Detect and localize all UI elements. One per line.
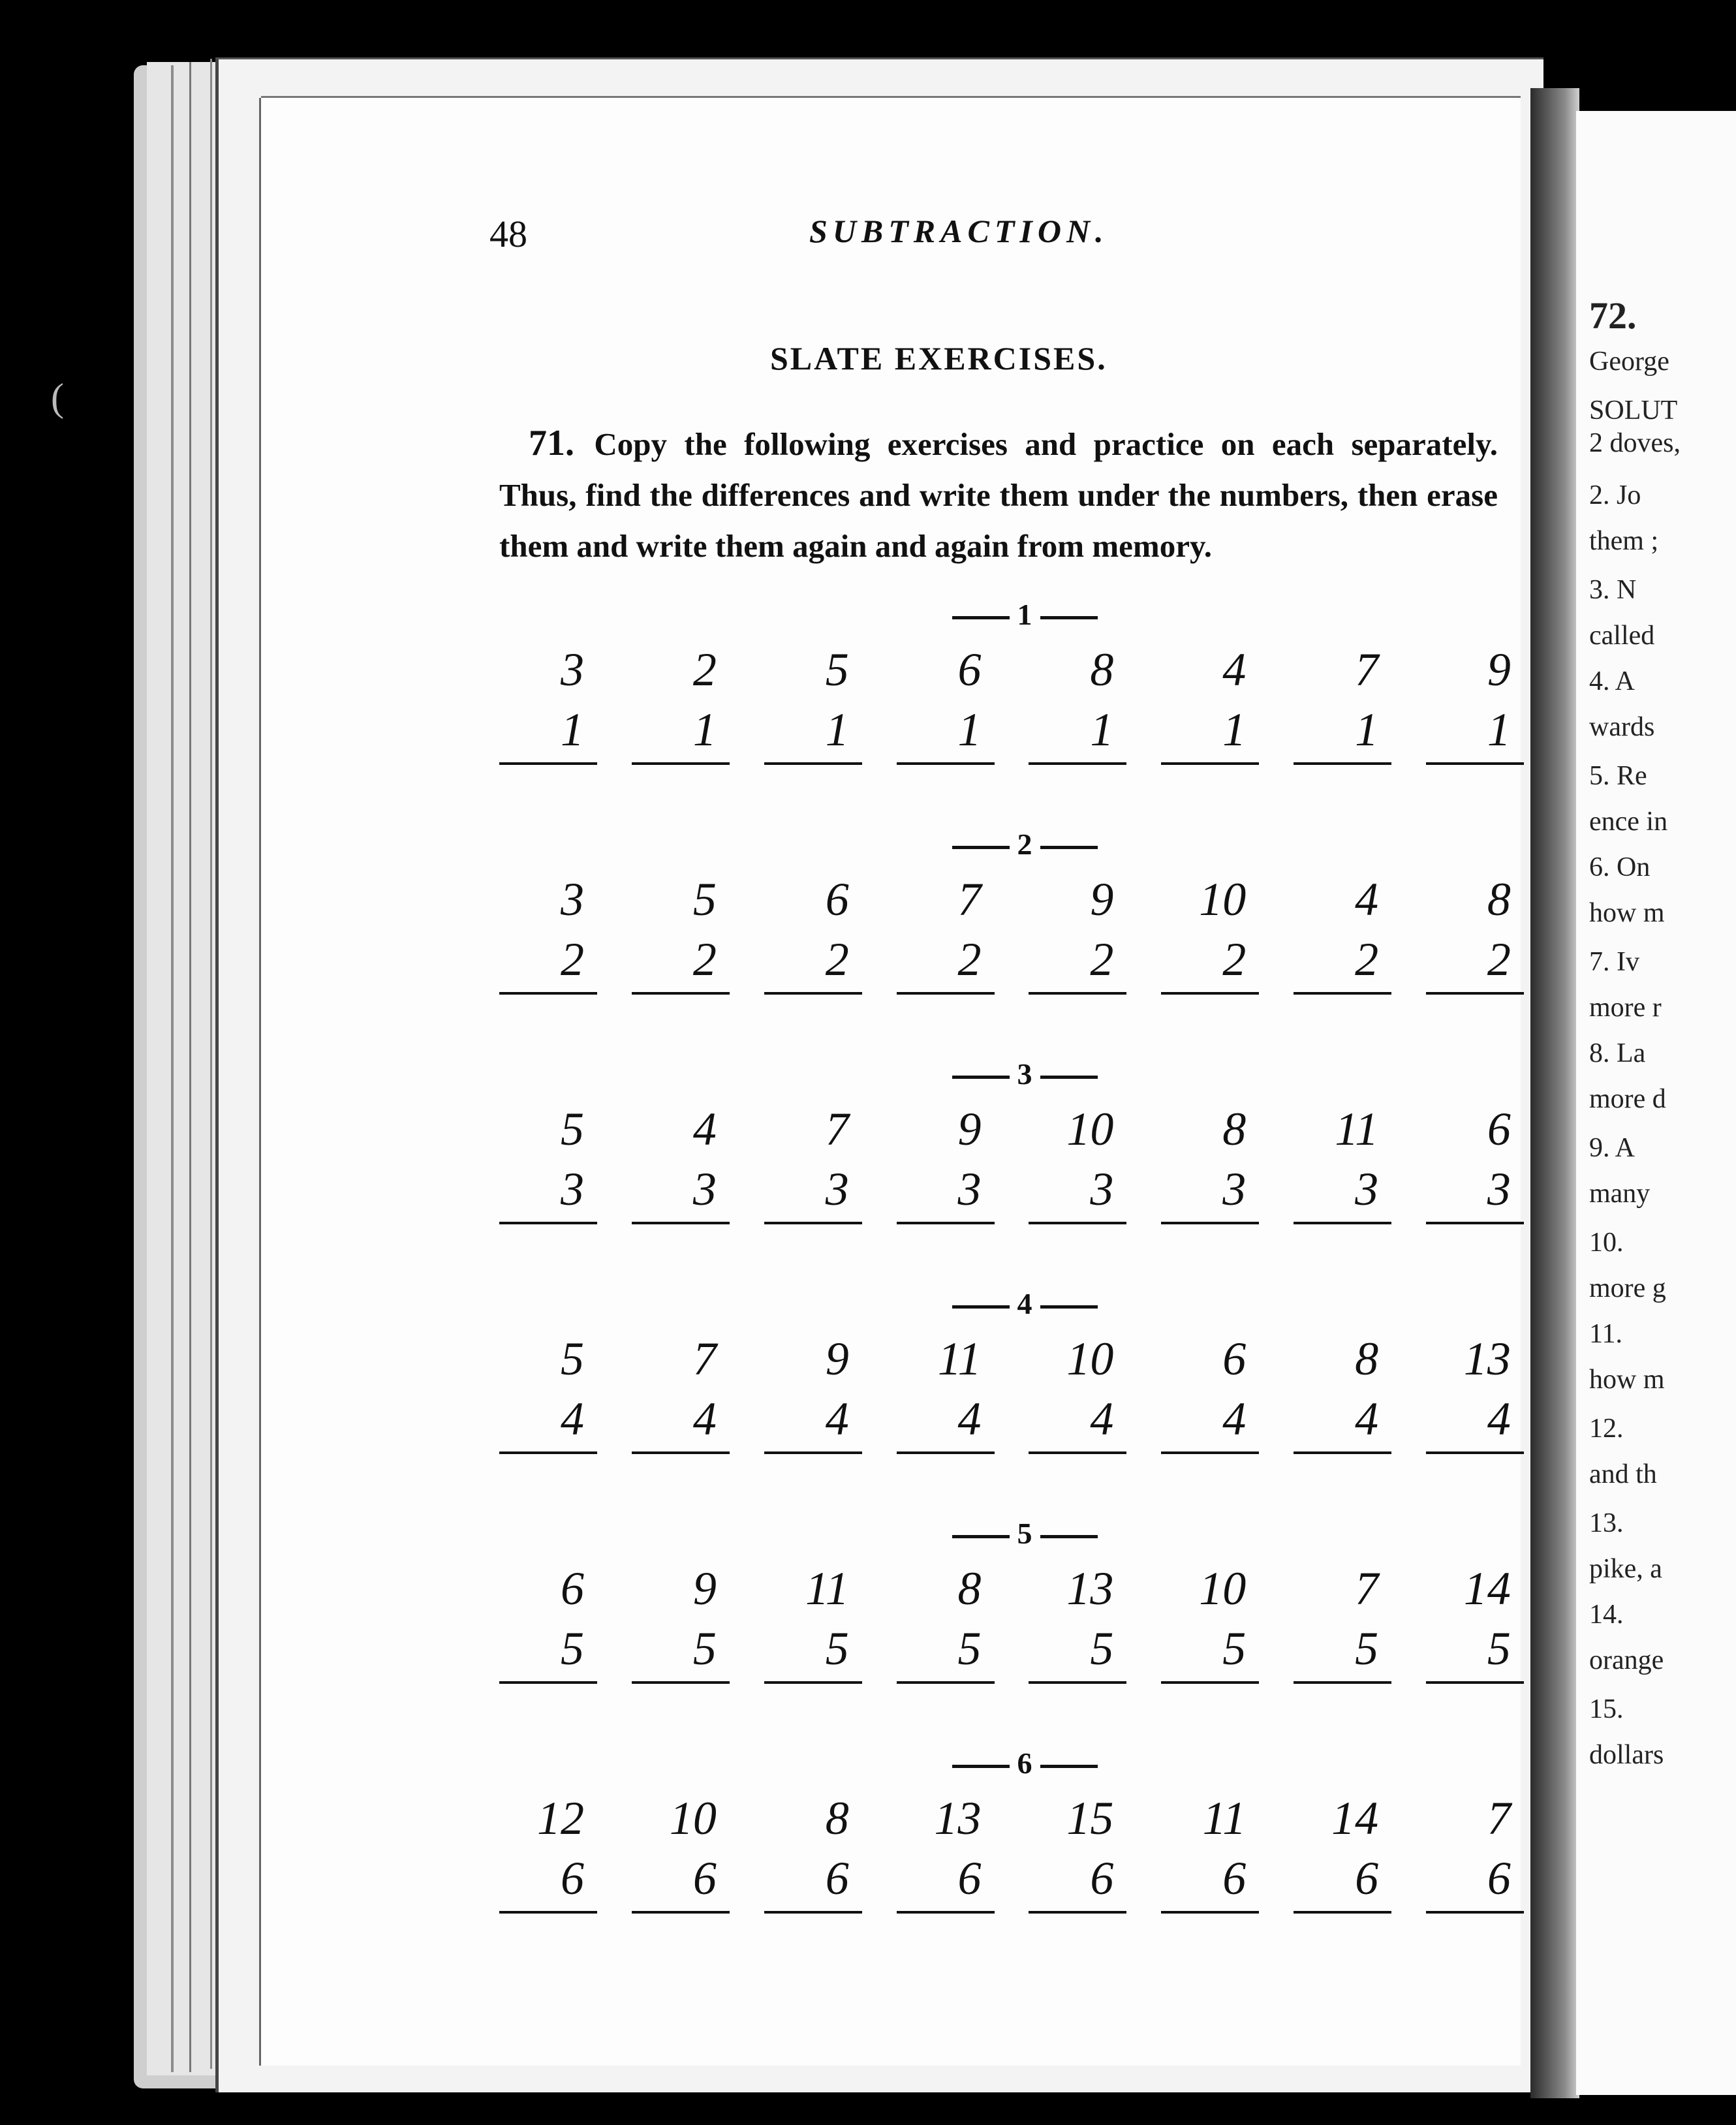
subtrahend: 5 (764, 1619, 862, 1684)
subtrahend: 4 (1161, 1389, 1259, 1454)
subtrahend: 5 (1426, 1619, 1524, 1684)
subtraction-problem (1029, 869, 1126, 995)
label-dash (1040, 1305, 1098, 1309)
subtrahend: 3 (1029, 1159, 1126, 1224)
subtrahend: 1 (632, 700, 730, 765)
right-page-line: 14. (1589, 1600, 1624, 1630)
subtrahend: 3 (897, 1159, 995, 1224)
subtraction-problem (1161, 640, 1259, 765)
subtraction-problem (1161, 869, 1259, 995)
minuend: 10 (1066, 1103, 1114, 1155)
subtrahend: 5 (632, 1619, 730, 1684)
subtraction-problem (1426, 1788, 1524, 1914)
minuend: 5 (561, 1333, 584, 1385)
label-dash (952, 1535, 1010, 1538)
subtrahend: 2 (1161, 929, 1259, 995)
minuend: 5 (692, 873, 717, 925)
label-dash (1040, 616, 1098, 619)
minuend: 9 (1090, 873, 1114, 925)
subtraction-problem (499, 869, 597, 995)
subtraction-problem (1426, 1559, 1524, 1684)
label-dash (952, 1305, 1010, 1309)
subtraction-problem (897, 1559, 995, 1684)
minuend: 15 (1066, 1792, 1114, 1844)
right-page-line: 3. N (1589, 575, 1637, 605)
subtraction-problem (499, 1559, 597, 1684)
group-label (930, 1516, 1119, 1551)
label-dash (952, 1765, 1010, 1768)
subtraction-exercises (499, 597, 1524, 1976)
subtrahend: 5 (1161, 1619, 1259, 1684)
minuend: 4 (1222, 644, 1247, 696)
exercise-group (499, 597, 1524, 827)
running-title: SUBTRACTION. (809, 213, 1109, 249)
right-page-line: more r (1589, 993, 1662, 1023)
minuend: 7 (1355, 1562, 1379, 1615)
subtraction-problem (632, 1099, 730, 1224)
subtraction-problem (1294, 869, 1391, 995)
group-number: 4 (1017, 1287, 1032, 1320)
subtrahend: 5 (1294, 1619, 1391, 1684)
right-page-line: 6. On (1589, 852, 1651, 882)
subtraction-problem (764, 869, 862, 995)
group-label (930, 1746, 1119, 1780)
right-page-line: 5. Re (1589, 761, 1647, 791)
minuend: 4 (1355, 873, 1379, 925)
subtraction-problem (1426, 1099, 1524, 1224)
problem-row (499, 640, 1524, 765)
subtraction-problem (1029, 1329, 1126, 1454)
subtraction-problem (632, 869, 730, 995)
subtrahend: 4 (764, 1389, 862, 1454)
page-edge-line (210, 59, 212, 2069)
subtraction-problem (499, 640, 597, 765)
subtraction-problem (764, 640, 862, 765)
subtrahend: 3 (1426, 1159, 1524, 1224)
subtraction-problem (897, 869, 995, 995)
subtrahend: 3 (499, 1159, 597, 1224)
minuend: 13 (1066, 1562, 1114, 1615)
exercise-group (499, 1057, 1524, 1286)
subtraction-problem (764, 1788, 862, 1914)
subtrahend: 2 (632, 929, 730, 995)
subtrahend: 4 (1426, 1389, 1524, 1454)
exercise-number: 71. (529, 423, 574, 463)
minuend: 2 (692, 644, 717, 696)
group-number: 2 (1017, 828, 1032, 861)
subtrahend: 3 (1161, 1159, 1259, 1224)
minuend: 8 (825, 1792, 849, 1844)
minuend: 6 (561, 1562, 584, 1615)
right-page-line: 12. (1589, 1414, 1624, 1444)
minuend: 13 (934, 1792, 982, 1844)
subtrahend: 4 (499, 1389, 597, 1454)
right-page-line: wards (1589, 712, 1655, 742)
minuend: 8 (1355, 1333, 1379, 1385)
minuend: 13 (1463, 1333, 1511, 1385)
minuend: 9 (692, 1562, 717, 1615)
minuend: 8 (1090, 644, 1114, 696)
minuend: 4 (692, 1103, 717, 1155)
subtrahend: 2 (1294, 929, 1391, 995)
minuend: 5 (561, 1103, 584, 1155)
minuend: 14 (1331, 1792, 1379, 1844)
subtrahend: 2 (764, 929, 862, 995)
subtraction-problem (632, 1329, 730, 1454)
minuend: 9 (1487, 644, 1511, 696)
subtraction-problem (499, 1099, 597, 1224)
right-page-line: 2. Jo (1589, 480, 1641, 510)
right-page-line: how m (1589, 898, 1665, 928)
right-page-line: 10. (1589, 1228, 1624, 1258)
subtraction-problem (1294, 1788, 1391, 1914)
subtraction-problem (897, 1099, 995, 1224)
subtrahend: 4 (632, 1389, 730, 1454)
subtraction-problem (1426, 869, 1524, 995)
right-page-line: 8. La (1589, 1038, 1646, 1068)
minuend: 5 (825, 644, 849, 696)
subtraction-problem (1029, 640, 1126, 765)
exercise-group (499, 1516, 1524, 1746)
label-dash (1040, 1765, 1098, 1768)
group-label (930, 597, 1119, 632)
subtrahend: 6 (632, 1848, 730, 1914)
minuend: 6 (1487, 1103, 1511, 1155)
minuend: 9 (825, 1333, 849, 1385)
minuend: 11 (1335, 1103, 1379, 1155)
subtrahend: 6 (499, 1848, 597, 1914)
right-page-line: pike, a (1589, 1554, 1662, 1584)
right-page-line: ence in (1589, 807, 1668, 837)
group-label (930, 1057, 1119, 1091)
group-label (930, 1286, 1119, 1321)
minuend: 8 (957, 1562, 982, 1615)
right-page-line: orange (1589, 1645, 1664, 1675)
subtrahend: 1 (1426, 700, 1524, 765)
exercise-group (499, 827, 1524, 1057)
subtraction-problem (1161, 1559, 1259, 1684)
subtraction-problem (1161, 1788, 1259, 1914)
right-page-line: SOLUT (1589, 396, 1678, 426)
minuend: 12 (537, 1792, 584, 1844)
subtrahend: 3 (632, 1159, 730, 1224)
minuend: 3 (561, 873, 584, 925)
minuend: 6 (825, 873, 849, 925)
subtrahend: 2 (897, 929, 995, 995)
exercise-instructions (499, 418, 1498, 572)
right-page-line: 7. Iv (1589, 947, 1639, 977)
subtrahend: 6 (897, 1848, 995, 1914)
subtraction-problem (1426, 640, 1524, 765)
subtrahend: 4 (897, 1389, 995, 1454)
subtrahend: 4 (1029, 1389, 1126, 1454)
subtraction-problem (1294, 640, 1391, 765)
subtraction-problem (1029, 1559, 1126, 1684)
right-page-line: many (1589, 1179, 1651, 1209)
exercise-group (499, 1286, 1524, 1516)
subtraction-problem (1161, 1099, 1259, 1224)
subtrahend: 2 (1029, 929, 1126, 995)
right-page-line: 2 doves, (1589, 428, 1681, 458)
subtrahend: 1 (1294, 700, 1391, 765)
subtrahend: 6 (1294, 1848, 1391, 1914)
minuend: 8 (1487, 873, 1511, 925)
subtraction-problem (1294, 1329, 1391, 1454)
minuend: 6 (957, 644, 982, 696)
subtrahend: 1 (1029, 700, 1126, 765)
minuend: 10 (1066, 1333, 1114, 1385)
right-page-line: and th (1589, 1459, 1657, 1489)
subtraction-problem (632, 1559, 730, 1684)
right-page-line: 72. (1589, 294, 1637, 337)
subtrahend: 1 (499, 700, 597, 765)
minuend: 10 (669, 1792, 717, 1844)
subtraction-problem (1426, 1329, 1524, 1454)
subtrahend: 2 (499, 929, 597, 995)
minuend: 7 (1487, 1792, 1511, 1844)
section-heading: SLATE EXERCISES. (770, 340, 1108, 377)
minuend: 10 (1199, 873, 1247, 925)
exercise-group (499, 1746, 1524, 1976)
subtrahend: 6 (1161, 1848, 1259, 1914)
subtrahend: 1 (897, 700, 995, 765)
label-dash (1040, 846, 1098, 849)
right-page-line: dollars (1589, 1740, 1664, 1770)
subtraction-problem (1294, 1099, 1391, 1224)
subtrahend: 5 (499, 1619, 597, 1684)
subtraction-problem (1029, 1099, 1126, 1224)
subtraction-problem (1029, 1788, 1126, 1914)
subtrahend: 5 (897, 1619, 995, 1684)
minuend: 7 (957, 873, 982, 925)
problem-row (499, 869, 1524, 995)
subtraction-problem (764, 1559, 862, 1684)
right-page-line: them ; (1589, 526, 1659, 556)
group-number: 6 (1017, 1746, 1032, 1780)
problem-row (499, 1559, 1524, 1684)
problem-row (499, 1329, 1524, 1454)
right-page-line: 11. (1589, 1319, 1622, 1349)
subtrahend: 6 (764, 1848, 862, 1914)
right-page-line: more d (1589, 1084, 1666, 1114)
label-dash (952, 1076, 1010, 1079)
minuend: 11 (937, 1333, 982, 1385)
subtrahend: 1 (764, 700, 862, 765)
problem-row (499, 1788, 1524, 1914)
page-number: 48 (489, 213, 527, 255)
subtraction-problem (764, 1099, 862, 1224)
page-edge-line (189, 62, 191, 2072)
problem-row (499, 1099, 1524, 1224)
subtraction-problem (764, 1329, 862, 1454)
subtraction-problem (897, 640, 995, 765)
right-page-line: 4. A (1589, 666, 1635, 696)
minuend: 8 (1222, 1103, 1247, 1155)
subtraction-problem (632, 640, 730, 765)
label-dash (952, 616, 1010, 619)
right-page-fragment (1576, 111, 1736, 2095)
right-page-line: 9. A (1589, 1133, 1635, 1163)
right-page-line: called (1589, 621, 1655, 651)
book-edge-pages (147, 62, 219, 2075)
instructions-text: Copy the following exercises and practice on each separately. Thus, find the differences and write them under the numbers, then erase them and write them again and again from memory. (499, 426, 1498, 564)
right-page-line: how m (1589, 1365, 1665, 1395)
right-page-line: George (1589, 347, 1669, 377)
subtrahend: 6 (1426, 1848, 1524, 1914)
right-page-line: 15. (1589, 1694, 1624, 1724)
group-number: 3 (1017, 1057, 1032, 1091)
page-edge-line (171, 65, 174, 2072)
minuend: 3 (561, 644, 584, 696)
group-number: 5 (1017, 1517, 1032, 1550)
minuend: 11 (1202, 1792, 1247, 1844)
subtrahend: 2 (1426, 929, 1524, 995)
subtrahend: 3 (764, 1159, 862, 1224)
right-page-line: more g (1589, 1273, 1666, 1303)
label-dash (1040, 1076, 1098, 1079)
group-number: 1 (1017, 598, 1032, 631)
minuend: 11 (805, 1562, 849, 1615)
minuend: 7 (825, 1103, 849, 1155)
minuend: 9 (957, 1103, 982, 1155)
book-gutter-shadow (1530, 88, 1579, 2098)
label-dash (1040, 1535, 1098, 1538)
scan-fringe-mark: ( (51, 376, 64, 419)
subtrahend: 1 (1161, 700, 1259, 765)
subtraction-problem (897, 1788, 995, 1914)
minuend: 14 (1463, 1562, 1511, 1615)
left-page (261, 98, 1521, 2066)
minuend: 6 (1222, 1333, 1247, 1385)
subtrahend: 4 (1294, 1389, 1391, 1454)
subtrahend: 5 (1029, 1619, 1126, 1684)
minuend: 7 (1355, 644, 1379, 696)
minuend: 7 (692, 1333, 717, 1385)
minuend: 10 (1199, 1562, 1247, 1615)
subtraction-problem (499, 1788, 597, 1914)
label-dash (952, 846, 1010, 849)
subtraction-problem (1161, 1329, 1259, 1454)
subtraction-problem (499, 1329, 597, 1454)
right-page-line: 13. (1589, 1508, 1624, 1538)
subtraction-problem (632, 1788, 730, 1914)
subtraction-problem (897, 1329, 995, 1454)
subtrahend: 6 (1029, 1848, 1126, 1914)
subtrahend: 3 (1294, 1159, 1391, 1224)
subtraction-problem (1294, 1559, 1391, 1684)
group-label (930, 827, 1119, 861)
